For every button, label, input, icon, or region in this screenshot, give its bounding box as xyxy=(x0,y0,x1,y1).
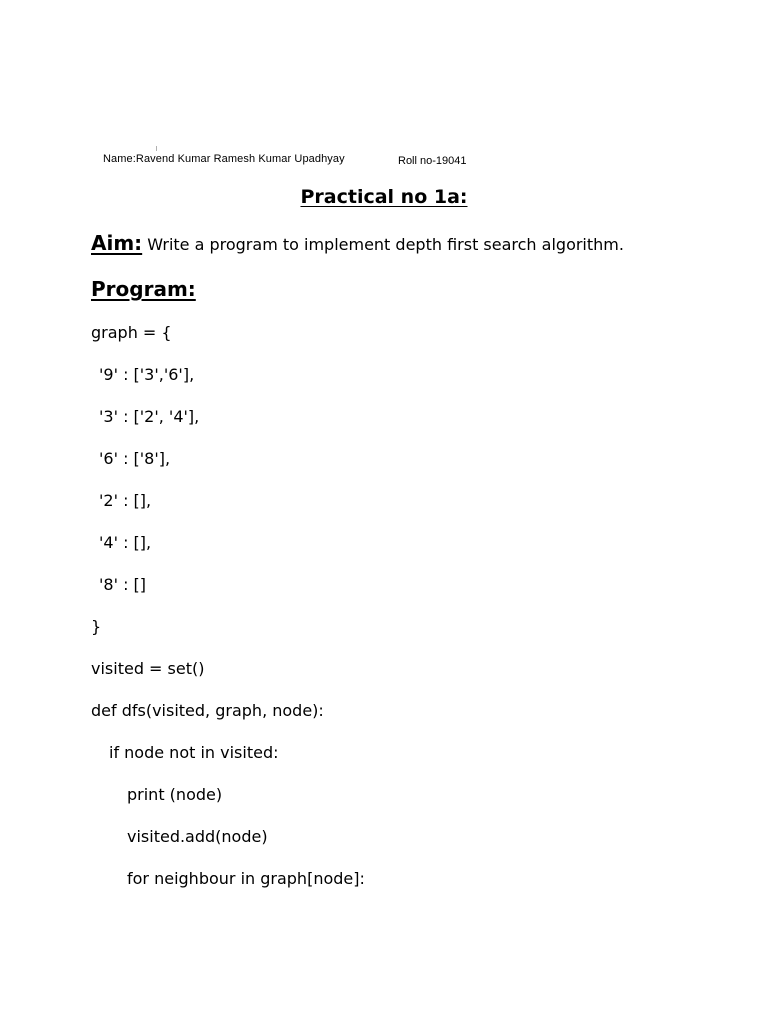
practical-title-text: Practical no 1a: xyxy=(300,186,468,208)
code-line: graph = { xyxy=(91,323,172,342)
code-line: '6' : ['8'], xyxy=(99,449,171,468)
program-heading: Program: xyxy=(91,277,196,301)
code-block xyxy=(91,323,365,911)
code-line: } xyxy=(91,617,102,636)
code-line: print (node) xyxy=(127,785,223,804)
code-line: visited.add(node) xyxy=(127,827,268,846)
code-line: visited = set() xyxy=(91,659,205,678)
margin-tick-mark xyxy=(156,146,157,151)
roll-number: Roll no-19041 xyxy=(398,155,467,167)
student-name: Name:Ravend Kumar Ramesh Kumar Upadhyay xyxy=(103,153,345,165)
aim-text: Write a program to implement depth first search algorithm. xyxy=(142,235,624,254)
code-line: def dfs(visited, graph, node): xyxy=(91,701,324,720)
code-line: '9' : ['3','6'], xyxy=(99,365,195,384)
code-line: if node not in visited: xyxy=(109,743,279,762)
aim-line xyxy=(91,231,624,255)
code-line: for neighbour in graph[node]: xyxy=(127,869,365,888)
code-line: '2' : [], xyxy=(99,491,152,510)
practical-title xyxy=(0,186,768,208)
code-line: '3' : ['2', '4'], xyxy=(99,407,200,426)
code-line: '4' : [], xyxy=(99,533,152,552)
aim-label: Aim: xyxy=(91,231,143,255)
code-line: '8' : [] xyxy=(99,575,147,594)
